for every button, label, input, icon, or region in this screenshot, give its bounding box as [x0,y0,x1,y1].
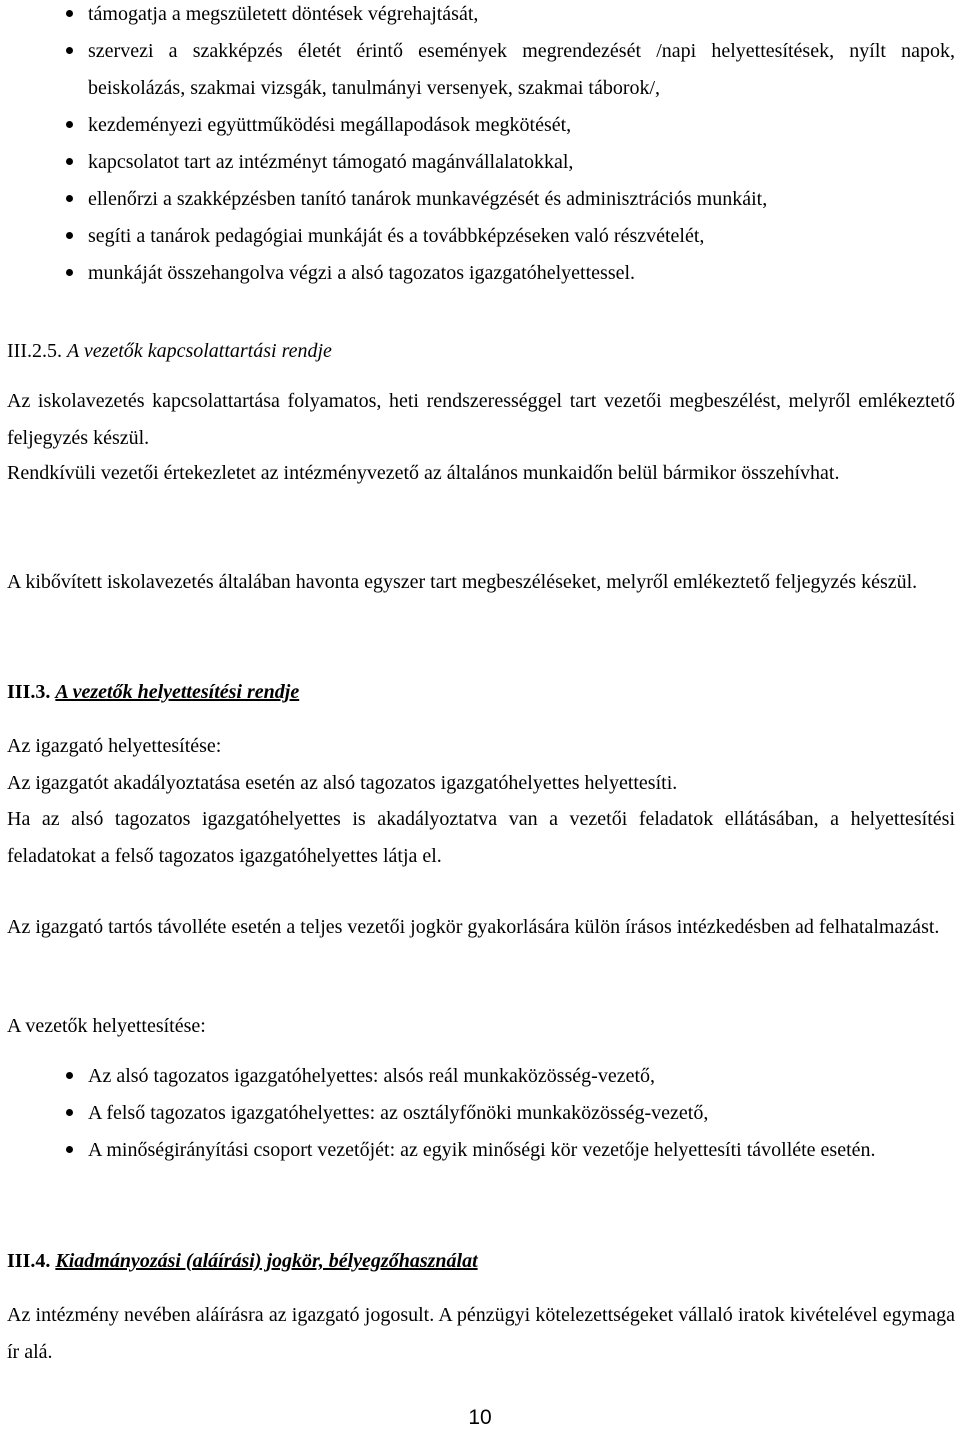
paragraph: A vezetők helyettesítése: [7,1015,206,1037]
list-item: kapcsolatot tart az intézményt támogató magánvállalatokkal, [0,144,955,181]
bullet-icon [66,121,73,128]
paragraph: Rendkívüli vezetői értekezletet az intézményvezető az általános munkaidőn belül bármikor összehívhat. [7,462,840,484]
page-number: 10 [468,1406,492,1429]
list-item: segíti a tanárok pedagógiai munkáját és a továbbképzéseken való részvételét, [0,218,955,255]
bullet-icon [66,158,73,165]
list-item: Az alsó tagozatos igazgatóhelyettes: alsós reál munkaközösség-vezető, [0,1058,955,1095]
duties-list [0,0,955,292]
paragraph: Az igazgató helyettesítése: [7,735,222,757]
section-heading-252 [7,333,955,370]
paragraph: Az intézmény nevében aláírásra az igazgató jogosult. A pénzügyi kötelezettségeket vállaló iratok kivételével egymaga ír alá. [7,1304,955,1363]
bullet-icon [66,1146,73,1153]
section-number: III.2.5. [7,340,62,362]
bullet-icon [66,1109,73,1116]
bullet-icon [66,47,73,54]
bullet-icon [66,195,73,202]
list-item: kezdeményezi együttműködési megállapodások megkötését, [0,107,955,144]
list-item: szervezi a szakképzés életét érintő események megrendezését /napi helyettesítések, nyílt napok, beiskolázás, szakmai vizsgák, tanulmányi versenyek, szakmai táborok/, [0,33,955,107]
section-heading-3 [7,674,955,711]
section-title: A vezetők helyettesítési rendje [55,681,300,703]
section-number: III.4. [7,1250,51,1272]
paragraph: Ha az alsó tagozatos igazgatóhelyettes is akadályoztatva van a vezetői feladatok ellátásában, a helyettesítési feladatokat a felső tagozatos igazgatóhelyettes látja el. [7,808,955,867]
deputies-list [0,1058,955,1169]
section-number: III.3. [7,681,51,703]
list-item: A minőségirányítási csoport vezetőjét: az egyik minőségi kör vezetője helyettesíti távolléte esetén. [0,1132,955,1169]
list-item: munkáját összehangolva végzi a alsó tagozatos igazgatóhelyettessel. [0,255,955,292]
section-title: A vezetők kapcsolattartási rendje [66,340,332,362]
section-title: Kiadmányozási (aláírási) jogkör, bélyegzőhasználat [55,1250,478,1272]
list-item: támogatja a megszületett döntések végrehajtását, [0,0,955,33]
paragraph: Az iskolavezetés kapcsolattartása folyamatos, heti rendszerességgel tart vezetői megbeszélést, melyről emlékeztető feljegyzés készül. [7,390,955,449]
bullet-icon [66,10,73,17]
section-heading-4 [7,1243,955,1280]
bullet-icon [66,232,73,239]
list-item: ellenőrzi a szakképzésben tanító tanárok munkavégzését és adminisztrációs munkáit, [0,181,955,218]
paragraph: Az igazgatót akadályoztatása esetén az alsó tagozatos igazgatóhelyettes helyettesíti. [7,772,678,794]
paragraph: Az igazgató tartós távolléte esetén a teljes vezetői jogkör gyakorlására külön írásos intézkedésben ad felhatalmazást. [7,916,940,938]
bullet-icon [66,269,73,276]
bullet-icon [66,1072,73,1079]
paragraph: A kibővített iskolavezetés általában havonta egyszer tart megbeszéléseket, melyről emlékeztető feljegyzés készül. [7,571,918,593]
list-item: A felső tagozatos igazgatóhelyettes: az osztályfőnöki munkaközösség-vezető, [0,1095,955,1132]
